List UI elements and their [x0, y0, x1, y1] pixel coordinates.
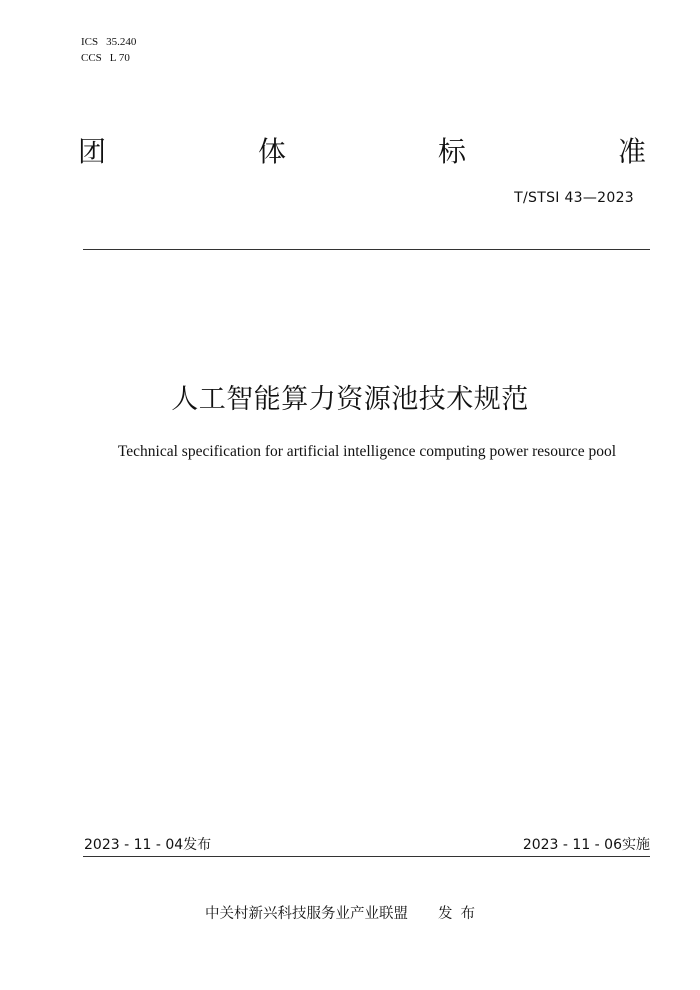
- ics-line: [81, 34, 136, 50]
- issue-date-value: 2023 - 11 - 04: [84, 837, 184, 853]
- chinese-title: 人工智能算力资源池技术规范: [171, 384, 529, 415]
- implementation-date: [523, 835, 650, 855]
- implementation-date-verb: 实施: [622, 837, 650, 853]
- issue-date-verb: 发布: [183, 837, 212, 853]
- standard-kind-char: 标: [437, 135, 466, 168]
- publisher-line: [205, 904, 483, 924]
- bottom-divider: [83, 856, 650, 857]
- implementation-date-value: 2023 - 11 - 06: [522, 837, 622, 853]
- standard-number: T/STSI 43—2023: [514, 190, 634, 206]
- standard-kind-char: 团: [78, 135, 107, 168]
- publisher-name: 中关村新兴科技服务业产业联盟: [205, 906, 408, 922]
- publisher-verb: 发布: [438, 906, 483, 922]
- issue-date: [84, 835, 211, 855]
- english-title: Technical specification for artificial intelligence computing power resource pool: [117, 443, 617, 460]
- standard-kind-char: 体: [257, 135, 286, 168]
- ics-code: 35.240: [106, 36, 137, 48]
- top-divider: [83, 249, 650, 250]
- standard-kind-heading: [78, 132, 646, 172]
- ccs-label: CCS: [81, 52, 102, 64]
- ccs-line: [81, 50, 136, 66]
- ics-label: ICS: [81, 36, 99, 48]
- standard-kind-char: 准: [617, 135, 646, 168]
- classification-block: [81, 34, 136, 66]
- ccs-code: L 70: [109, 52, 130, 64]
